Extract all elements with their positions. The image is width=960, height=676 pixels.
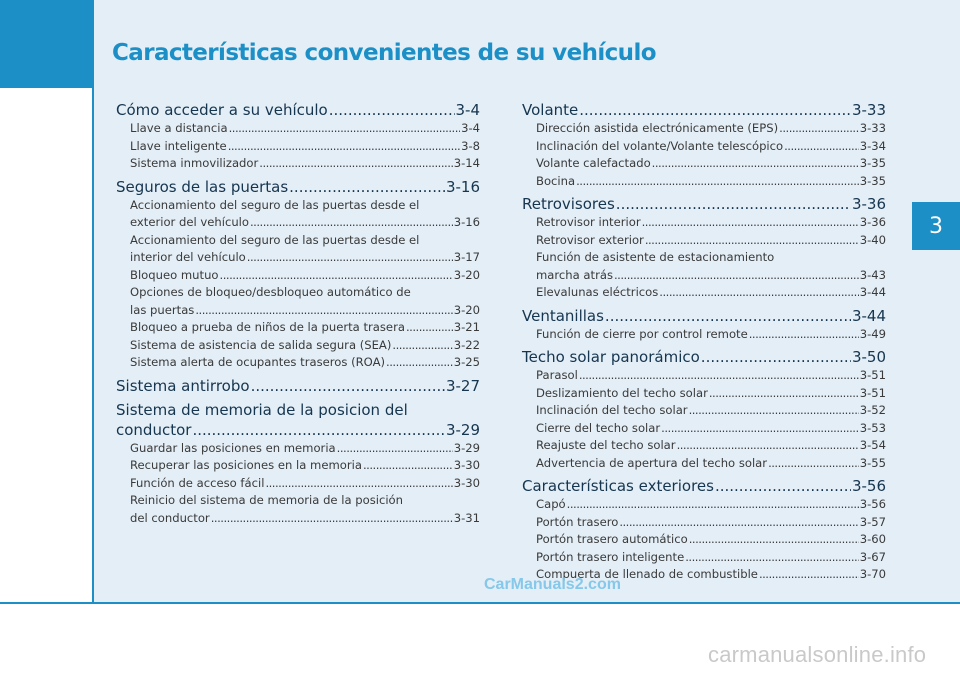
toc-heading[interactable]: Seguros de las puertas ..... 3-16 [116, 177, 480, 197]
toc-item[interactable]: Portón trasero automático ..... 3-60 [522, 531, 886, 549]
toc-item[interactable]: Elevalunas eléctricos ..... 3-44 [522, 284, 886, 302]
toc-item[interactable]: Portón trasero inteligente ..... 3-67 [522, 549, 886, 567]
toc-heading[interactable]: Volante ..... 3-33 [522, 100, 886, 120]
toc-heading[interactable]: Techo solar panorámico ..... 3-50 [522, 347, 886, 367]
page-title: Características convenientes de su vehículo [112, 40, 656, 66]
toc-heading[interactable]: conductor ..... 3-29 [116, 420, 480, 440]
toc-item[interactable]: Dirección asistida electrónicamente (EPS) ..... 3-33 [522, 120, 886, 138]
footer-divider [0, 602, 960, 604]
toc-item[interactable]: Parasol ..... 3-51 [522, 367, 886, 385]
toc-section [522, 100, 886, 190]
toc-heading-line: Sistema de memoria de la posicion del [116, 400, 408, 419]
toc-item[interactable]: Cierre del techo solar ..... 3-53 [522, 420, 886, 438]
toc-item-line: Accionamiento del seguro de las puertas desde el [130, 197, 420, 212]
toc-left-column [116, 100, 480, 527]
toc-item[interactable]: Portón trasero ..... 3-57 [522, 514, 886, 532]
toc-right-column [522, 100, 886, 584]
toc-item[interactable]: Capó ..... 3-56 [522, 496, 886, 514]
left-margin-bar [0, 0, 94, 604]
toc-item[interactable]: Función de acceso fácil ..... 3-30 [116, 475, 480, 493]
toc-section [522, 306, 886, 344]
watermark-carmanuals2: CarManuals2.com [484, 576, 621, 593]
watermark-carmanualsonline: carmanualsonline.info [708, 642, 927, 667]
toc-item[interactable]: Sistema inmovilizador ..... 3-14 [116, 155, 480, 173]
toc-item[interactable]: Advertencia de apertura del techo solar ..... 3-55 [522, 455, 886, 473]
toc-section [522, 476, 886, 584]
toc-item-line: Reinicio del sistema de memoria de la posición [130, 493, 404, 507]
toc-item[interactable]: del conductor ..... 3-31 [116, 510, 480, 528]
toc-item[interactable]: Compuerta de llenado de combustible ..... 3-70 [522, 566, 886, 584]
toc-item[interactable]: Retrovisor exterior ..... 3-40 [522, 232, 886, 250]
toc-item[interactable]: Retrovisor interior ..... 3-36 [522, 214, 886, 232]
toc-item[interactable]: Bocina ..... 3-35 [522, 173, 886, 191]
toc-heading[interactable]: Retrovisores ..... 3-36 [522, 194, 886, 214]
toc-item[interactable]: Deslizamiento del techo solar ..... 3-51 [522, 385, 886, 403]
toc-item[interactable]: exterior del vehículo ..... 3-16 [116, 214, 480, 232]
toc-item[interactable]: Llave inteligente ..... 3-8 [116, 138, 480, 156]
toc-section [116, 376, 480, 396]
toc-item[interactable]: Inclinación del techo solar ..... 3-52 [522, 402, 886, 420]
toc-item[interactable]: marcha atrás ..... 3-43 [522, 267, 886, 285]
chapter-tab[interactable]: 3 [912, 202, 960, 250]
toc-section [522, 347, 886, 472]
toc-heading[interactable]: Cómo acceder a su vehículo ..... 3-4 [116, 100, 480, 120]
toc-item[interactable]: Reajuste del techo solar ..... 3-54 [522, 437, 886, 455]
toc-item-line: Función de asistente de estacionamiento [536, 250, 775, 264]
toc-heading[interactable]: Sistema antirrobo ..... 3-27 [116, 376, 480, 396]
toc-item[interactable]: Sistema de asistencia de salida segura (SEA) ..... 3-22 [116, 337, 480, 355]
toc-item-line: Accionamiento del seguro de las puertas desde el [130, 232, 420, 247]
toc-item[interactable]: Recuperar las posiciones en la memoria ..... 3-30 [116, 457, 480, 475]
toc-section [522, 194, 886, 302]
toc-item[interactable]: interior del vehículo ..... 3-17 [116, 249, 480, 267]
toc-heading[interactable]: Características exteriores ..... 3-56 [522, 476, 886, 496]
toc-heading[interactable]: Ventanillas ..... 3-44 [522, 306, 886, 326]
toc-item[interactable]: Bloqueo a prueba de niños de la puerta trasera ..... 3-21 [116, 319, 480, 337]
toc-item[interactable]: Llave a distancia ..... 3-4 [116, 120, 480, 138]
toc-item-line: Opciones de bloqueo/desbloqueo automático de [130, 285, 411, 299]
toc-item[interactable]: Sistema alerta de ocupantes traseros (ROA) ..... 3-25 [116, 354, 480, 372]
toc-item[interactable]: Guardar las posiciones en memoria ..... 3-29 [116, 440, 480, 458]
toc-section [116, 100, 480, 173]
toc-item[interactable]: las puertas ..... 3-20 [116, 302, 480, 320]
toc-section [116, 177, 480, 372]
toc-item[interactable]: Bloqueo mutuo ..... 3-20 [116, 267, 480, 285]
corner-block [0, 0, 92, 88]
toc-item[interactable]: Inclinación del volante/Volante telescópico ..... 3-34 [522, 138, 886, 156]
toc-section [116, 400, 480, 528]
toc-item[interactable]: Función de cierre por control remote ..... 3-49 [522, 326, 886, 344]
toc-item[interactable]: Volante calefactado ..... 3-35 [522, 155, 886, 173]
